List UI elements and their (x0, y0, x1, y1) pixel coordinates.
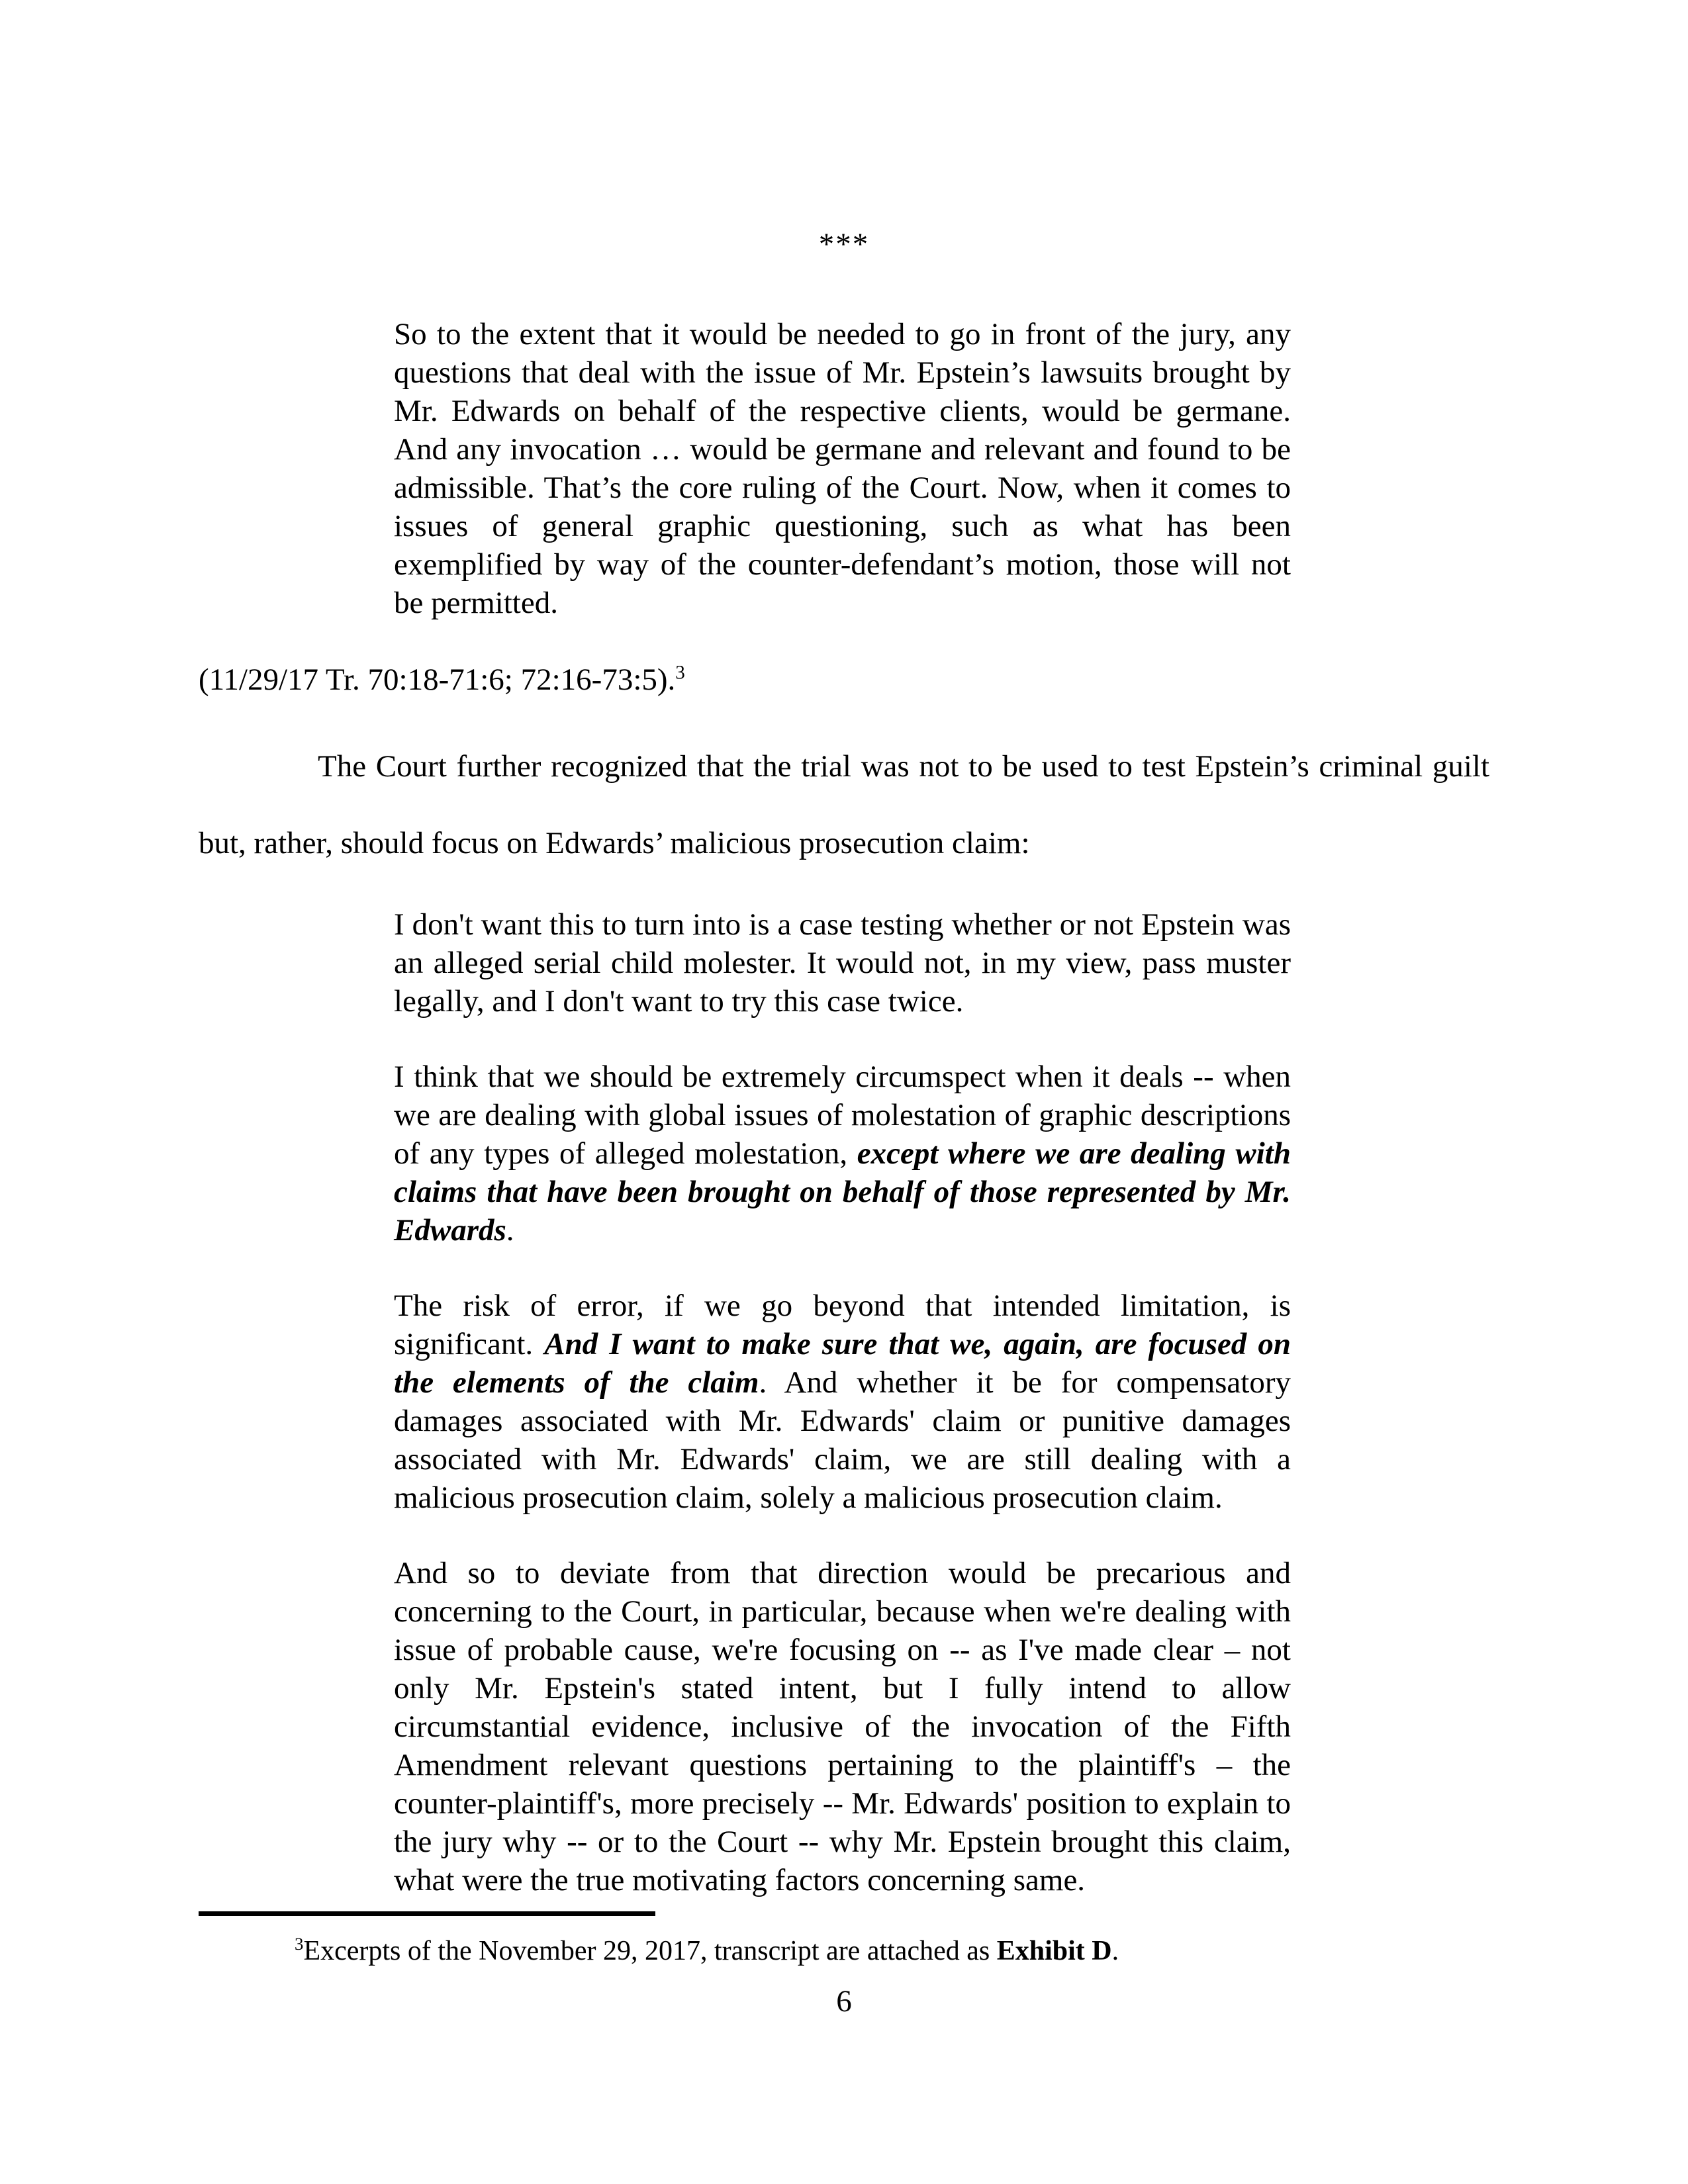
exhibit-reference: Exhibit D (996, 1936, 1112, 1966)
footnote-separator (199, 1911, 655, 1916)
transcript-citation (199, 660, 1489, 699)
quote3-emphasis: except where we are dealing with claims that have been brought on behalf of those represented by Mr. Edwards (394, 1136, 1291, 1248)
quote4-lead: The risk of error, if we go beyond that intended limitation, is significant. (394, 1289, 1291, 1361)
section-break-asterisks: *** (818, 227, 870, 261)
block-quote-3 (394, 1058, 1291, 1250)
block-quote-1: So to the extent that it would be needed to go in front of the jury, any questions that deal with the issue of Mr. Epstein’s lawsuits brought by Mr. Edwards on behalf of the respective clients, would be germane. And any invocation … would be germane and relevant and found to be admissible. That’s the core ruling of the Court. Now, when it comes to issues of general graphic questioning, such as what has been exemplified by way of the counter-defendant’s motion, those will not be permitted. (394, 317, 1291, 620)
quote4-emphasis: And I want to make sure that we, again, are focused on the elements of the claim (394, 1327, 1291, 1400)
footnote-marker: 3 (295, 1934, 304, 1954)
quote3-tail: . (506, 1213, 514, 1248)
footnote-text: Excerpts of the November 29, 2017, transcript are attached as (303, 1936, 997, 1966)
citation-text: (11/29/17 Tr. 70:18-71:6; 72:16-73:5). (199, 662, 676, 697)
page-number: 6 (836, 1984, 852, 2019)
footnote-period: . (1111, 1936, 1119, 1966)
body-paragraph: The Court further recognized that the trial was not to be used to test Epstein’s criminal guilt but, rather, should focus on Edwards’ malicious prosecution claim: (199, 749, 1489, 860)
block-quote-4 (394, 1287, 1291, 1517)
quote4-tail: . And whether it be for compensatory damages associated with Mr. Edwards' claim or punitive damages associated with Mr. Edwards' claim, we are still dealing with a malicious prosecution claim, solely a malicious prosecution claim. (394, 1365, 1291, 1515)
block-quote-2: I don't want this to turn into is a case testing whether or not Epstein was an alleged serial child molester. It would not, in my view, pass muster legally, and I don't want to try this case twice. (394, 907, 1291, 1019)
block-quote-5: And so to deviate from that direction would be precarious and concerning to the Court, in particular, because when we're dealing with issue of probable cause, we're focusing on -- as I've made clear – not only Mr. Epstein's stated intent, but I fully intend to allow circumstantial evidence, inclusive of the invocation of the Fifth Amendment relevant questions pertaining to the plaintiff's – the counter-plaintiff's, more precisely -- Mr. Edwards' position to explain to the jury why -- or to the Court -- why Mr. Epstein brought this claim, what were the true motivating factors concerning same. (394, 1556, 1291, 1897)
footnote-reference: 3 (675, 662, 685, 684)
quote3-lead: I think that we should be extremely circumspect when it deals -- when we are dealing with global issues of molestation of graphic descriptions of any types of alleged molestation, (394, 1060, 1291, 1171)
page-content (199, 225, 1489, 1969)
footnote (199, 1933, 1489, 1969)
